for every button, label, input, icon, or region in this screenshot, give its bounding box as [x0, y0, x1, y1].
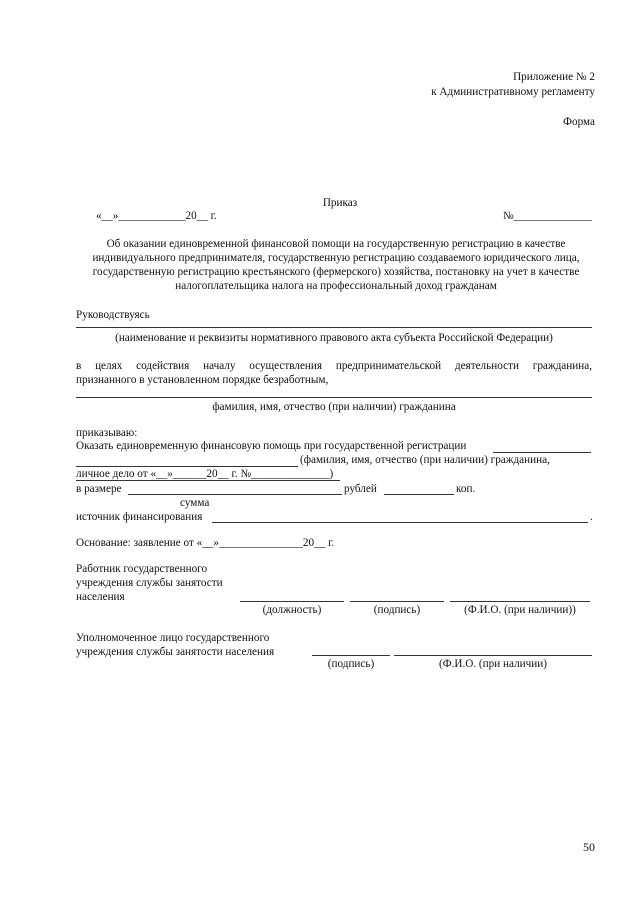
kopecks-label: коп. — [456, 483, 476, 495]
form-label: Форма — [563, 116, 595, 128]
rubles-label: рублей — [344, 483, 377, 495]
authorized-fio-input-line[interactable] — [394, 655, 592, 656]
authorized-fio-caption: (Ф.И.О. (при наличии) — [439, 658, 547, 670]
purpose-line-2: признанного в установленном порядке безработным, — [76, 374, 329, 386]
sum-caption: сумма — [180, 497, 210, 509]
basis-line: Основание: заявление от «__»_______________20__ г. — [76, 537, 335, 549]
order-title: Приказ — [322, 197, 358, 209]
authorized-signature-caption: (подпись) — [327, 658, 375, 670]
amount-prefix: в размере — [76, 483, 122, 495]
worker-line-3: населения — [76, 591, 125, 603]
appendix-label: Приложение № 2 — [513, 71, 595, 83]
authorized-line-2: учреждения службы занятости населения — [76, 646, 275, 658]
grant-line: Оказать единовременную финансовую помощь при государственной регистрации — [76, 440, 467, 452]
act-input-line[interactable] — [76, 327, 592, 328]
purpose-line-1: в целях содействия началу осуществления предпринимательской деятельности гражданина, — [76, 360, 592, 372]
act-caption: (наименование и реквизиты нормативного правового акта субъекта Российской Федерации) — [115, 332, 553, 344]
order-date: «__»____________20__ г. — [96, 210, 217, 222]
worker-fio-input-line[interactable] — [450, 601, 590, 602]
position-caption: (должность) — [262, 604, 322, 616]
guided-by-label: Руководствуясь — [76, 309, 150, 321]
signature-input-line[interactable] — [350, 601, 444, 602]
fio-caption: (фамилия, имя, отчество (при наличии) гражданина, — [300, 454, 550, 466]
personal-file-line: личное дело от «__»______20__ г. №______________) — [76, 468, 334, 480]
subject-line-2: индивидуального предпринимателя, государственную регистрацию создаваемого юридического лица, — [92, 252, 580, 264]
amount-input-line[interactable] — [128, 494, 342, 495]
subject-line-4: налогоплательщика налога на профессиональный доход гражданам — [175, 280, 497, 292]
authorized-signature-input-line[interactable] — [312, 655, 390, 656]
citizen-caption: фамилия, имя, отчество (при наличии) гражданина — [212, 401, 456, 413]
page-number: 50 — [583, 840, 595, 854]
worker-line-2: учреждения службы занятости — [76, 577, 223, 589]
position-input-line[interactable] — [240, 601, 344, 602]
citizen-input-line[interactable] — [76, 397, 592, 398]
signature-caption: (подпись) — [373, 604, 421, 616]
order-word: приказываю: — [76, 427, 138, 439]
personal-file-underline — [76, 480, 340, 481]
regulation-reference: к Административному регламенту — [431, 86, 595, 98]
subject-line-3: государственную регистрацию крестьянского (фермерского) хозяйства, постановку на учет в качестве — [92, 266, 580, 278]
subject-line-1: Об оказании единовременной финансовой помощи на государственную регистрацию в качестве — [106, 238, 566, 250]
authorized-line-1: Уполномоченное лицо государственного — [76, 632, 270, 644]
worker-fio-caption: (Ф.И.О. (при наличии)) — [464, 604, 576, 616]
funding-end-dot: . — [590, 511, 593, 523]
funding-source-input-line[interactable] — [212, 522, 588, 523]
funding-source-label: источник финансирования — [76, 511, 203, 523]
order-number: №______________ — [503, 210, 592, 222]
worker-line-1: Работник государственного — [76, 563, 208, 575]
kopecks-input-line[interactable] — [384, 494, 454, 495]
